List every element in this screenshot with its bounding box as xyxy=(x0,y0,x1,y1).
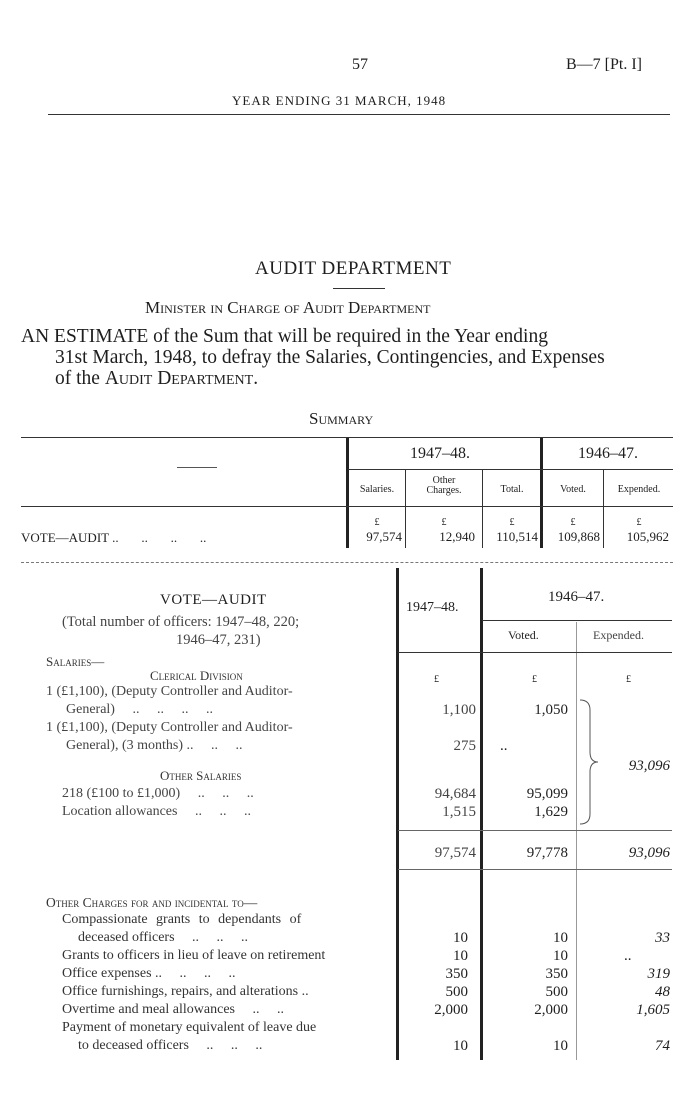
other-charges-row-3-voted: 350 xyxy=(545,966,568,982)
header-rule xyxy=(48,114,670,115)
officers-line-1: (Total number of officers: 1947–48, 220; xyxy=(62,614,300,630)
other-charges-row-4-1947: 500 xyxy=(445,984,468,1000)
estimate-line-3-text: of the xyxy=(55,368,105,389)
estimate-line-1: AN ESTIMATE of the Sum that will be required in the Year ending xyxy=(21,326,548,347)
location-allowances-voted: 1,629 xyxy=(534,804,568,820)
other-charges-heading: Other Charges for and incidental to— xyxy=(46,895,258,910)
clerical-division-heading: Clerical Division xyxy=(150,668,243,683)
clerical-row-1-1947: 1,100 xyxy=(442,702,476,718)
page-number: 57 xyxy=(352,56,368,73)
pound-sign: £ xyxy=(636,517,642,528)
salaries-total-voted: 97,778 xyxy=(526,845,568,861)
detail-vote-title: VOTE—AUDIT xyxy=(160,592,267,608)
clerical-row-2-line-1: 1 (£1,100), (Deputy Controller and Auditor- xyxy=(46,720,293,735)
summary-divider-salaries xyxy=(405,469,406,548)
estimate-department-name: Audit Department xyxy=(104,368,254,389)
summary-bottom-rule xyxy=(21,562,673,563)
year-heading: YEAR ENDING 31 MARCH, 1948 xyxy=(232,93,447,108)
other-charges-row-1-line-2: deceased officers .. .. .. xyxy=(78,930,249,945)
detail-year-rule xyxy=(482,620,672,621)
summary-col-voted: Voted. xyxy=(560,484,586,495)
salaries-total-rule xyxy=(398,830,672,831)
summary-header-rule xyxy=(21,506,673,507)
other-charges-row-2-expended: .. xyxy=(624,948,632,964)
clerical-row-1-line-2: General) .. .. .. .. xyxy=(66,702,213,717)
other-charges-row-2-1947: 10 xyxy=(453,948,468,964)
salaries-total-bottom-rule xyxy=(398,869,672,870)
other-charges-row-4-voted: 500 xyxy=(545,984,568,1000)
summary-blank-dash xyxy=(177,467,217,468)
pound-sign: £ xyxy=(434,674,439,685)
other-salaries-heading: Other Salaries xyxy=(160,768,242,783)
salaries-total-expended: 93,096 xyxy=(628,845,670,861)
summary-divider-2 xyxy=(540,438,543,548)
summary-divider-expended xyxy=(603,469,604,548)
summary-heading: Summary xyxy=(309,409,374,428)
estimate-line-3-end: . xyxy=(253,368,259,389)
clerical-row-2-line-2: General), (3 months) .. .. .. xyxy=(66,738,243,753)
detail-year-1947-48: 1947–48. xyxy=(406,600,459,615)
other-charges-row-5-label: Overtime and meal allowances .. .. xyxy=(62,1002,284,1017)
other-charges-row-5-1947: 2,000 xyxy=(434,1002,468,1018)
clerical-row-2-1947: 275 xyxy=(453,738,476,754)
other-charges-row-5-expended: 1,605 xyxy=(636,1002,670,1018)
other-charges-row-1-expended: 33 xyxy=(655,930,670,946)
clerical-row-1-voted: 1,050 xyxy=(534,702,568,718)
other-charges-row-2-label: Grants to officers in lieu of leave on retirement xyxy=(62,948,326,963)
estimate-line-2: 31st March, 1948, to defray the Salaries, Contingencies, and Expenses xyxy=(55,347,605,368)
other-charges-row-6-line-1: Payment of monetary equivalent of leave due xyxy=(62,1020,317,1035)
clerical-row-1-line-1: 1 (£1,100), (Deputy Controller and Auditor- xyxy=(46,684,293,699)
summary-salaries-value: 97,574 xyxy=(366,529,402,544)
pound-sign: £ xyxy=(509,517,515,528)
summary-col-other xyxy=(407,476,481,496)
other-charges-row-6-voted: 10 xyxy=(553,1038,568,1054)
clerical-row-2-voted: .. xyxy=(500,738,508,754)
estimate-line-3 xyxy=(55,368,258,390)
other-salaries-row-1-voted: 95,099 xyxy=(526,786,568,802)
salaries-heading: Salaries— xyxy=(46,654,105,669)
detail-col-voted: Voted. xyxy=(508,628,539,642)
detail-year-1946-47: 1946–47. xyxy=(548,589,605,605)
other-charges-row-3-expended: 319 xyxy=(647,966,670,982)
salaries-total-1947: 97,574 xyxy=(434,845,476,861)
document-reference: B—7 [Pt. I] xyxy=(566,56,642,73)
other-charges-row-6-line-2: to deceased officers .. .. .. xyxy=(78,1038,263,1053)
other-charges-row-4-label: Office furnishings, repairs, and alterations .. xyxy=(62,984,309,999)
brace-icon xyxy=(578,698,600,826)
officers-line-2: 1946–47, 231) xyxy=(176,632,261,648)
summary-row-label: VOTE—AUDIT .. .. .. .. xyxy=(21,530,207,545)
summary-other-value: 12,940 xyxy=(439,529,475,544)
other-charges-row-3-1947: 350 xyxy=(445,966,468,982)
title-rule xyxy=(333,288,385,289)
department-title: AUDIT DEPARTMENT xyxy=(255,258,452,279)
summary-col-total: Total. xyxy=(500,484,524,495)
summary-col-other-line1: Other xyxy=(432,475,456,486)
summary-divider-1 xyxy=(346,438,349,548)
summary-year-rule xyxy=(348,469,673,470)
detail-divider-3 xyxy=(576,622,577,1060)
pound-sign: £ xyxy=(374,517,380,528)
pound-sign: £ xyxy=(441,517,447,528)
location-allowances-label: Location allowances .. .. .. xyxy=(62,804,251,819)
other-charges-row-3-label: Office expenses .. .. .. .. xyxy=(62,966,236,981)
other-charges-row-1-1947: 10 xyxy=(453,930,468,946)
summary-col-expended: Expended. xyxy=(617,484,661,495)
detail-header-rule xyxy=(398,652,672,653)
summary-expended-value: 105,962 xyxy=(626,529,669,544)
other-charges-row-6-expended: 74 xyxy=(655,1038,670,1054)
other-charges-row-6-1947: 10 xyxy=(453,1038,468,1054)
other-salaries-row-1-1947: 94,684 xyxy=(434,786,476,802)
summary-total-value: 110,514 xyxy=(496,529,538,544)
minister-line: Minister in Charge of Audit Department xyxy=(145,298,431,317)
summary-voted-value: 109,868 xyxy=(557,529,600,544)
detail-divider-1 xyxy=(396,568,399,1060)
summary-year-1947-48: 1947–48. xyxy=(410,445,470,462)
detail-divider-2 xyxy=(480,568,483,1060)
salaries-bracket-expended: 93,096 xyxy=(628,758,670,774)
other-charges-row-1-voted: 10 xyxy=(553,930,568,946)
summary-col-salaries: Salaries. xyxy=(359,484,395,495)
pound-sign: £ xyxy=(626,674,631,685)
summary-year-1946-47: 1946–47. xyxy=(578,445,638,462)
other-charges-row-5-voted: 2,000 xyxy=(534,1002,568,1018)
summary-divider-total xyxy=(482,469,483,548)
other-salaries-row-1-label: 218 (£100 to £1,000) .. .. .. xyxy=(62,786,254,801)
other-charges-row-2-voted: 10 xyxy=(553,948,568,964)
location-allowances-1947: 1,515 xyxy=(442,804,476,820)
pound-sign: £ xyxy=(532,674,537,685)
other-charges-row-1-line-1: Compassionate grants to dependants of xyxy=(62,912,302,927)
other-charges-row-4-expended: 48 xyxy=(655,984,670,1000)
pound-sign: £ xyxy=(570,517,576,528)
summary-col-other-line2: Charges. xyxy=(426,485,462,496)
detail-col-expended: Expended. xyxy=(593,628,644,642)
